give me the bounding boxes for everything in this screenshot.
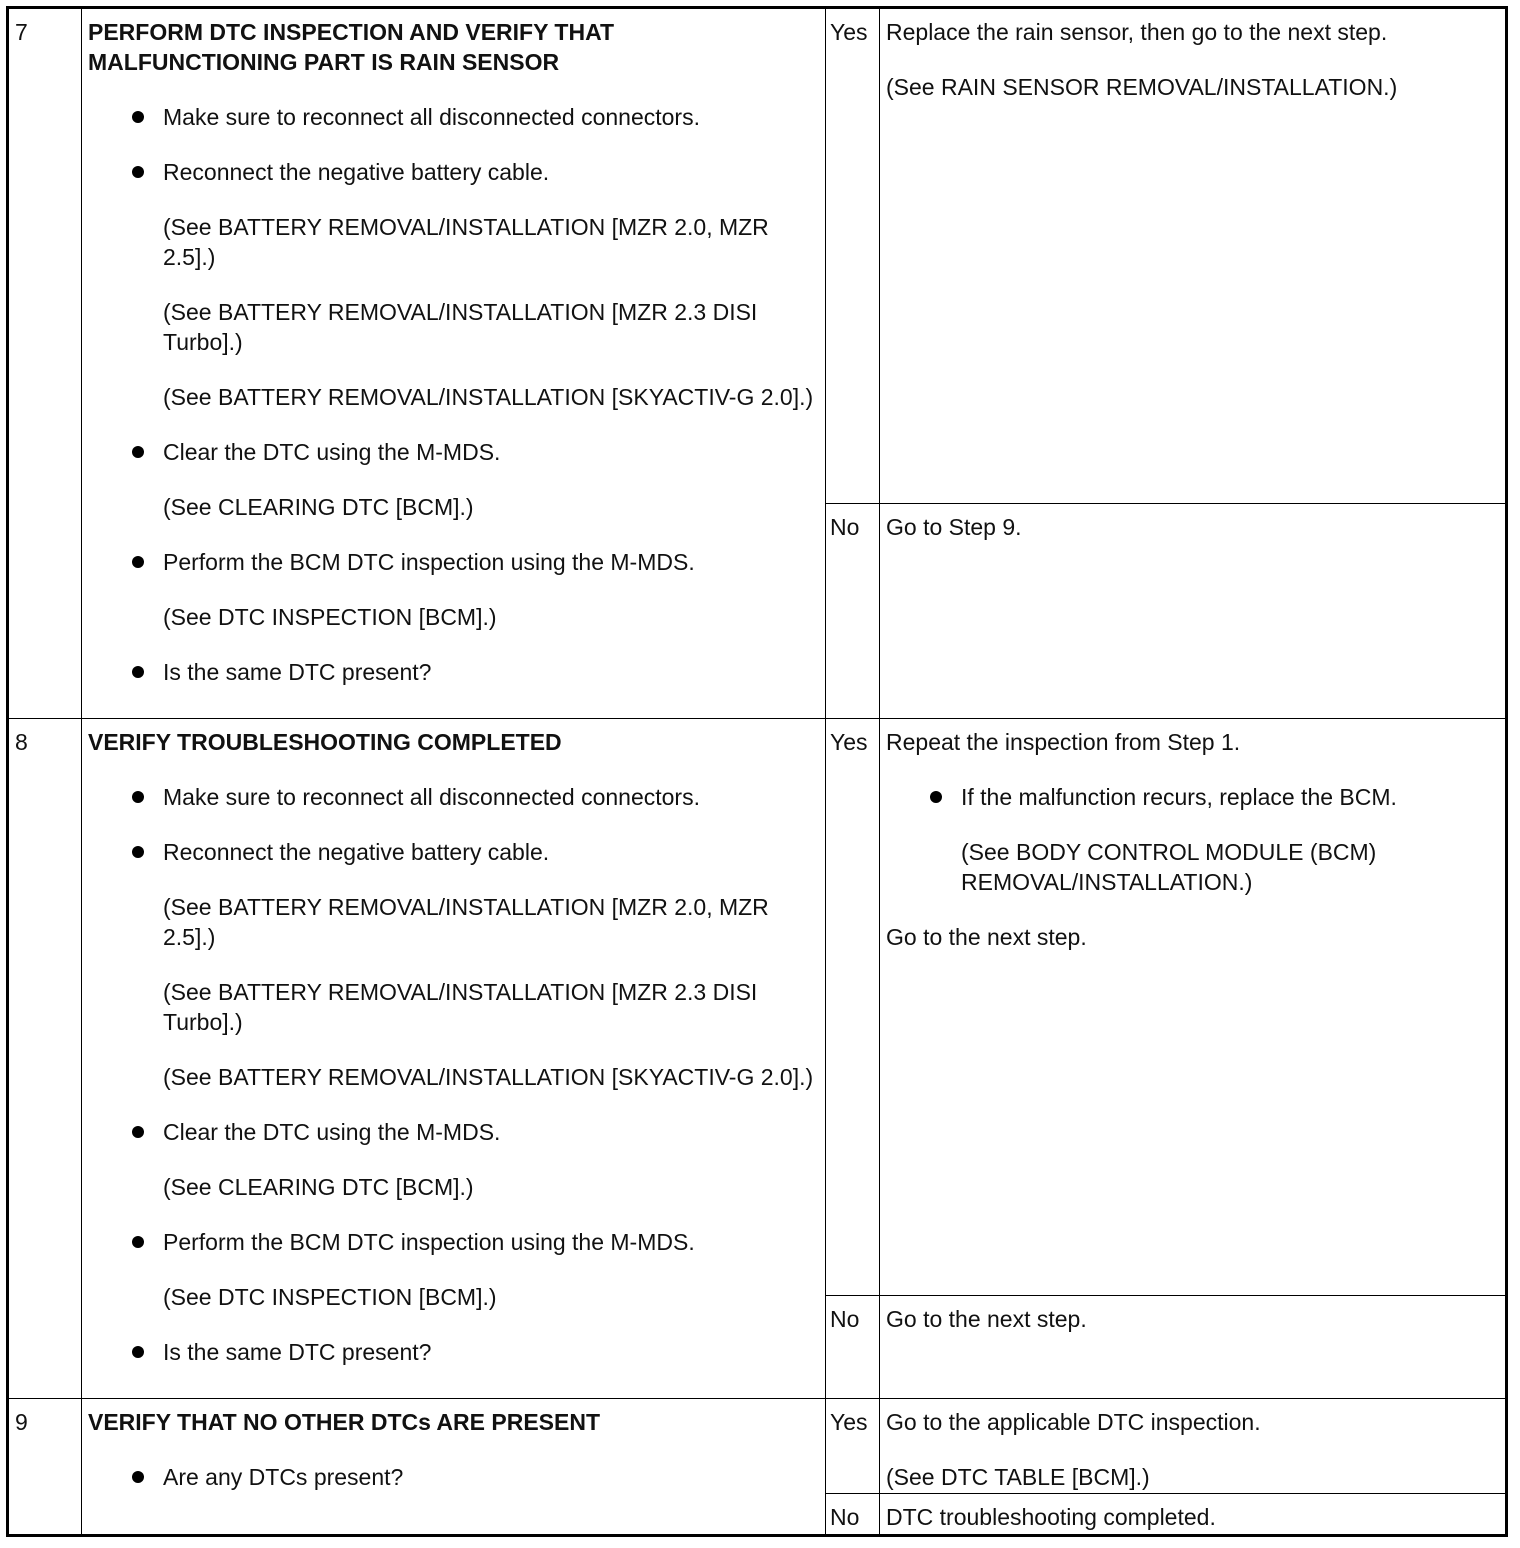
step-instructions: [88, 782, 815, 1367]
step-instructions: [88, 1462, 815, 1492]
step-number: 9: [8, 1399, 82, 1536]
result-yes-label: Yes: [826, 719, 880, 1296]
result-yes-action: [880, 719, 1507, 1296]
instruction-reference: (See BATTERY REMOVAL/INSTALLATION [MZR 2.0, MZR 2.5].): [163, 214, 769, 270]
action-bullet: If the malfunction recurs, replace the BCM.: [886, 782, 1497, 812]
instruction-item: Is the same DTC present?: [88, 657, 815, 687]
instruction-item: Make sure to reconnect all disconnected connectors.: [88, 782, 815, 812]
step-number: 8: [8, 719, 82, 1399]
instruction-item: Is the same DTC present?: [88, 1337, 815, 1367]
instruction-item: Make sure to reconnect all disconnected connectors.: [88, 102, 815, 132]
result-no-action: Go to Step 9.: [880, 504, 1507, 719]
result-yes-action: [880, 1399, 1507, 1494]
action-text: Replace the rain sensor, then go to the next step.: [886, 19, 1388, 45]
step-row: [8, 8, 1507, 504]
instruction-item: Perform the BCM DTC inspection using the M-MDS.: [88, 1227, 815, 1257]
step-description: [82, 719, 826, 1399]
action-reference: (See DTC TABLE [BCM].): [886, 1464, 1150, 1490]
action-text: Go to the applicable DTC inspection.: [886, 1409, 1261, 1435]
instruction-reference: (See CLEARING DTC [BCM].): [163, 494, 474, 520]
action-reference: (See BODY CONTROL MODULE (BCM) REMOVAL/INSTALLATION.): [961, 839, 1377, 895]
instruction-item: Perform the BCM DTC inspection using the M-MDS.: [88, 547, 815, 577]
result-yes-label: Yes: [826, 1399, 880, 1494]
instruction-reference: (See CLEARING DTC [BCM].): [163, 1174, 474, 1200]
step-row: [8, 719, 1507, 1296]
troubleshooting-table: [6, 6, 1508, 1537]
result-no-label: No: [826, 1296, 880, 1399]
instruction-reference: (See BATTERY REMOVAL/INSTALLATION [SKYACTIV-G 2.0].): [163, 1064, 814, 1090]
step-description: [82, 1399, 826, 1536]
instruction-reference: (See BATTERY REMOVAL/INSTALLATION [MZR 2.3 DISI Turbo].): [163, 979, 758, 1035]
instruction-item: Are any DTCs present?: [88, 1462, 815, 1492]
instruction-reference: (See DTC INSPECTION [BCM].): [163, 604, 497, 630]
step-description: [82, 8, 826, 719]
action-text: Repeat the inspection from Step 1.: [886, 729, 1241, 755]
step-number: 7: [8, 8, 82, 719]
result-no-label: No: [826, 1494, 880, 1536]
instruction-reference: (See BATTERY REMOVAL/INSTALLATION [MZR 2.0, MZR 2.5].): [163, 894, 769, 950]
instruction-item: Clear the DTC using the M-MDS.: [88, 1117, 815, 1147]
instruction-item: Reconnect the negative battery cable.: [88, 837, 815, 867]
instruction-reference: (See BATTERY REMOVAL/INSTALLATION [MZR 2.3 DISI Turbo].): [163, 299, 758, 355]
result-no-action: DTC troubleshooting completed.: [880, 1494, 1507, 1536]
step-title-line: PERFORM DTC INSPECTION AND VERIFY THAT: [88, 19, 615, 45]
result-yes-label: Yes: [826, 8, 880, 504]
instruction-item: Reconnect the negative battery cable.: [88, 157, 815, 187]
result-no-action: Go to the next step.: [880, 1296, 1507, 1399]
instruction-item: Clear the DTC using the M-MDS.: [88, 437, 815, 467]
result-no-label: No: [826, 504, 880, 719]
step-row: [8, 1399, 1507, 1494]
instruction-reference: (See DTC INSPECTION [BCM].): [163, 1284, 497, 1310]
step-instructions: [88, 102, 815, 687]
action-reference: (See RAIN SENSOR REMOVAL/INSTALLATION.): [886, 74, 1398, 100]
step-title: VERIFY THAT NO OTHER DTCs ARE PRESENT: [88, 1409, 601, 1435]
action-text: Go to the next step.: [886, 924, 1087, 950]
step-title-line: MALFUNCTIONING PART IS RAIN SENSOR: [88, 49, 560, 75]
instruction-reference: (See BATTERY REMOVAL/INSTALLATION [SKYACTIV-G 2.0].): [163, 384, 814, 410]
step-title: [88, 17, 815, 77]
step-title: VERIFY TROUBLESHOOTING COMPLETED: [88, 729, 562, 755]
result-yes-action: [880, 8, 1507, 504]
